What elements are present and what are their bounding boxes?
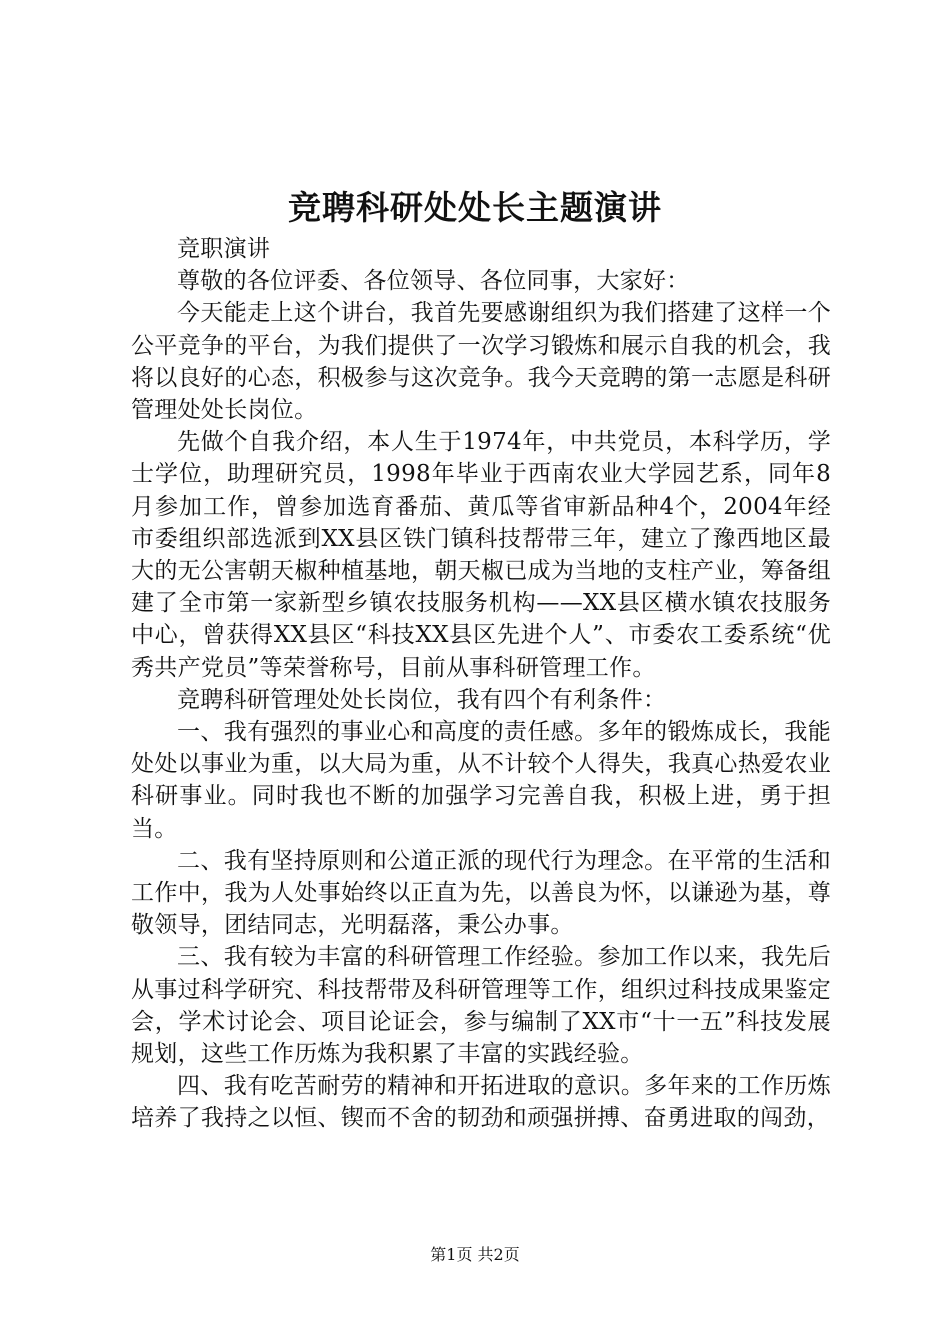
- paragraph-greeting: 尊敬的各位评委、各位领导、各位同事，大家好：: [177, 268, 690, 295]
- paragraph-condition-4: 四、我有吃苦耐劳的精神和开拓进取的意识。多年来的工作历炼培养了我持之以恒、锲而不舍的韧劲和顽强拼搏、奋勇进取的闯劲，: [131, 1073, 831, 1132]
- page-footer: 第1页 共2页: [430, 1245, 520, 1264]
- paragraph-self-introduction: 先做个自我介绍，本人生于1974年，中共党员，本科学历，学士学位，助理研究员，1998年毕业于西南农业大学园艺系，同年8月参加工作，曾参加选育番茄、黄瓜等省审新品种4个，2004年经市委组织部选派到XX县区铁门镇科技帮带三年，建立了豫西地区最大的无公害朝天椒种植基地，朝天椒已成为当地的支柱产业，筹备组建了全市第一家新型乡镇农技服务机构——XX县区横水镇农技服务中心，曾获得XX县区“科技XX县区先进个人”、市委农工委系统“优秀共产党员”等荣誉称号，目前从事科研管理工作。: [131, 429, 831, 681]
- paragraph-intro: 今天能走上这个讲台，我首先要感谢组织为我们搭建了这样一个公平竞争的平台，为我们提供了一次学习锻炼和展示自我的机会，我将以良好的心态，积极参与这次竞争。我今天竞聘的第一志愿是科研管理处处长岗位。: [131, 300, 831, 424]
- paragraph-condition-1: 一、我有强烈的事业心和高度的责任感。多年的锻炼成长，我能处处以事业为重，以大局为重，从不计较个人得失，我真心热爱农业科研事业。同时我也不断的加强学习完善自我，积极上进，勇于担当。: [131, 719, 831, 842]
- document-title: 竞聘科研处处长主题演讲: [288, 188, 662, 227]
- document-body: [131, 233, 831, 1135]
- paragraph-condition-2: 二、我有坚持原则和公道正派的现代行为理念。在平常的生活和工作中，我为人处事始终以正直为先，以善良为怀，以谦逊为基，尊敬领导，团结同志，光明磊落，秉公办事。: [131, 847, 831, 939]
- paragraph-heading: 竞职演讲: [177, 236, 271, 262]
- paragraph-condition-3: 三、我有较为丰富的科研管理工作经验。参加工作以来，我先后从事过科学研究、科技帮带及科研管理等工作，组织过科技成果鉴定会，学术讨论会、项目论证会，参与编制了XX市“十一五”科技发展规划，这些工作历炼为我积累了丰富的实践经验。: [131, 944, 831, 1068]
- paragraph-conditions-lead: 竞聘科研管理处处长岗位，我有四个有利条件：: [177, 686, 667, 713]
